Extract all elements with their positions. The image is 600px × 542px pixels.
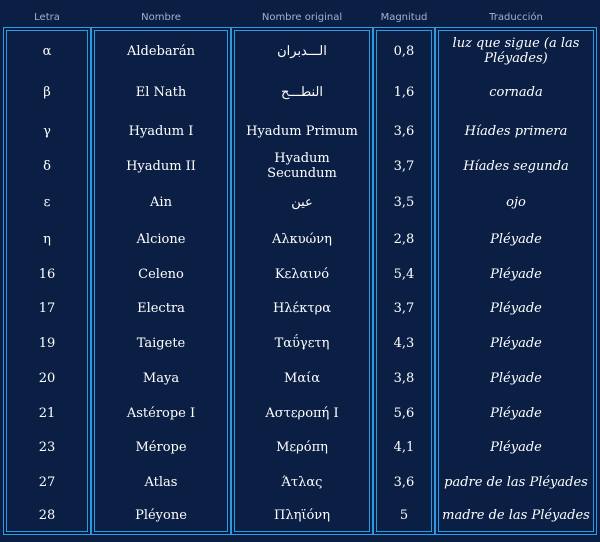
- cell-nombre-original: Πληϊόνη: [231, 500, 373, 535]
- cell-magnitud: 4,1: [373, 430, 435, 465]
- cell-nombre-original: الـــدبران: [231, 27, 373, 71]
- cell-magnitud: 3,7: [373, 291, 435, 326]
- cell-traduccion: ojo: [435, 183, 597, 221]
- cell-traduccion: Híades primera: [435, 113, 597, 149]
- cell-magnitud: 0,8: [373, 27, 435, 71]
- cell-magnitud: 5: [373, 500, 435, 535]
- table-row: [3, 183, 597, 221]
- cell-magnitud: 3,7: [373, 149, 435, 183]
- table-row: [3, 326, 597, 361]
- cell-nombre: Astérope I: [91, 396, 231, 430]
- cell-traduccion: cornada: [435, 71, 597, 113]
- header-nombre: Nombre: [141, 11, 181, 23]
- cell-traduccion: Pléyade: [435, 326, 597, 361]
- stars-table: [3, 7, 597, 535]
- cell-letra: β: [3, 71, 91, 113]
- table-row: [3, 430, 597, 465]
- cell-magnitud: 5,4: [373, 257, 435, 291]
- cell-letra: 16: [3, 257, 91, 291]
- cell-traduccion: Pléyade: [435, 396, 597, 430]
- cell-magnitud: 4,3: [373, 326, 435, 361]
- table-row: [3, 149, 597, 183]
- cell-nombre: Maya: [91, 361, 231, 396]
- table-row: [3, 465, 597, 500]
- cell-nombre-original: Hyadum Primum: [231, 113, 373, 149]
- cell-nombre-original: Μαία: [231, 361, 373, 396]
- cell-traduccion: Pléyade: [435, 257, 597, 291]
- cell-nombre: Taigete: [91, 326, 231, 361]
- cell-nombre: Alcione: [91, 221, 231, 257]
- header-nombre-original: Nombre original: [261, 11, 343, 23]
- header-letra: Letra: [34, 11, 60, 23]
- cell-nombre-original: Ταΰγετη: [231, 326, 373, 361]
- table-row: [3, 396, 597, 430]
- cell-magnitud: 1,6: [373, 71, 435, 113]
- table-header: [3, 7, 597, 27]
- cell-magnitud: 3,5: [373, 183, 435, 221]
- table-row: [3, 27, 597, 71]
- cell-nombre: Aldebarán: [91, 27, 231, 71]
- cell-letra: γ: [3, 113, 91, 149]
- cell-nombre: Hyadum II: [91, 149, 231, 183]
- cell-traduccion: Pléyade: [435, 430, 597, 465]
- cell-nombre-original: Αστεροπή I: [231, 396, 373, 430]
- cell-nombre: El Nath: [91, 71, 231, 113]
- header-magnitud: Magnitud: [380, 11, 428, 23]
- cell-letra: α: [3, 27, 91, 71]
- cell-nombre-original: Αλκυώνη: [231, 221, 373, 257]
- cell-magnitud: 3,6: [373, 465, 435, 500]
- table-row: [3, 361, 597, 396]
- table-row: [3, 291, 597, 326]
- cell-magnitud: 5,6: [373, 396, 435, 430]
- cell-nombre-original: Κελαινό: [231, 257, 373, 291]
- table-row: [3, 221, 597, 257]
- cell-nombre-original: النطـــح: [231, 71, 373, 113]
- cell-traduccion: padre de las Pléyades: [435, 465, 597, 500]
- cell-letra: 23: [3, 430, 91, 465]
- header-traduccion: Traducción: [489, 11, 543, 23]
- cell-letra: η: [3, 221, 91, 257]
- cell-nombre-original: Ηλέκτρα: [231, 291, 373, 326]
- cell-letra: 21: [3, 396, 91, 430]
- cell-nombre: Celeno: [91, 257, 231, 291]
- cell-nombre: Atlas: [91, 465, 231, 500]
- cell-letra: 19: [3, 326, 91, 361]
- cell-nombre-original: عين: [231, 183, 373, 221]
- header-row: [3, 7, 597, 27]
- cell-nombre-original: Μερόπη: [231, 430, 373, 465]
- cell-nombre: Electra: [91, 291, 231, 326]
- table-row: [3, 113, 597, 149]
- table-row: [3, 257, 597, 291]
- cell-letra: ε: [3, 183, 91, 221]
- cell-nombre: Mérope: [91, 430, 231, 465]
- cell-nombre: Pléyone: [91, 500, 231, 535]
- cell-traduccion: Híades segunda: [435, 149, 597, 183]
- cell-magnitud: 3,8: [373, 361, 435, 396]
- table-row: [3, 71, 597, 113]
- cell-traduccion: Pléyade: [435, 361, 597, 396]
- cell-traduccion: luz que sigue (a las Pléyades): [435, 27, 597, 71]
- cell-nombre: Hyadum I: [91, 113, 231, 149]
- cell-nombre-original: Άτλας: [231, 465, 373, 500]
- cell-nombre: Ain: [91, 183, 231, 221]
- table-row: [3, 500, 597, 535]
- cell-letra: 27: [3, 465, 91, 500]
- cell-nombre-original: Hyadum Secundum: [231, 149, 373, 183]
- cell-letra: 17: [3, 291, 91, 326]
- cell-letra: 20: [3, 361, 91, 396]
- cell-traduccion: madre de las Pléyades: [435, 500, 597, 535]
- cell-letra: δ: [3, 149, 91, 183]
- cell-magnitud: 3,6: [373, 113, 435, 149]
- cell-magnitud: 2,8: [373, 221, 435, 257]
- cell-traduccion: Pléyade: [435, 221, 597, 257]
- cell-letra: 28: [3, 500, 91, 535]
- table-body: [3, 27, 597, 535]
- cell-traduccion: Pléyade: [435, 291, 597, 326]
